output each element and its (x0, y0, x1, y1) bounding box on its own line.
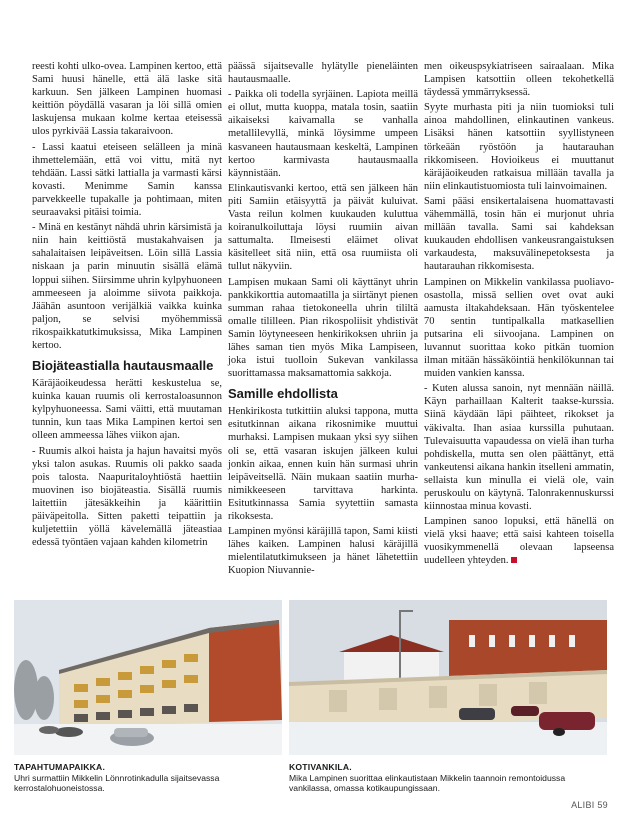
paragraph: päässä sijaitsevalle hylätylle pieneläinten hautausmaalle. (228, 61, 418, 86)
photo-caption-left (14, 762, 282, 794)
section-heading: Samille ehdollista (228, 386, 338, 402)
photo-caption-right (289, 762, 607, 794)
paragraph: reesti kohti ulko-ovea. Lampinen kertoo, että Sami huusi hänelle, että älä laske sitä karkuun. Sen jälkeen Lampinen huomasi keittiön pöydällä vasaran ja löi sillä omien laskujensa mukaan kolme kertaa eteisessä ulos pyrkivää Lassia takaraivoon. (32, 61, 222, 138)
photo-apartment-building (14, 600, 282, 755)
paragraph: Lampinen myönsi käräjillä tapon, Sami kiisti lähes kaiken. Lampinen halusi käräjillä mielentilatutkimukseen ja hänet lähetettiin Kuopion Niuvannie- (228, 526, 418, 577)
photo-prison (289, 600, 607, 755)
paragraph-text: Lampinen sanoo lopuksi, että hänellä on vielä yksi haave; että saisi kahteen toisella vuosikymmenellä olevaan lapseensa uudelleen yhteyden. (424, 516, 614, 567)
caption-text: Mika Lampinen suorittaa elinkautistaan Mikkelin taannoin remontoidussa vankilassa, omassa kotikaupungissaan. (289, 772, 566, 793)
paragraph: Sami pääsi ensikertalaisena huomattavasti vähemmällä, tosin hän ei murjonut uhria millään tavalla. Sami sai kahdeksan kuukauden ehdollisen vankeusrangaistuksen varkaudesta, maksuvälinepetoksesta ja hautarauhan rikkomisesta. (424, 195, 614, 273)
paragraph: Lampinen on Mikkelin vankilassa puoliavo-osastolla, missä sellien ovet ovat auki aamusta iltakahdeksaan. Hän työskentelee 70 sentin tuntipalkalla matkasellien putsarina eli siivoojana. Lampinen on luvannut suorittaa koko pitkän tuomion ilman mitään hässäköintiä henkilökunnan tai muiden vankien kanssa. (424, 276, 614, 380)
paragraph: Lampisen mukaan Sami oli käyttänyt uhrin pankkikorttia automaatilla ja siirtänyt pienen summan rahaa tietokoneella uhrin tililtä omalle tililleen. Pian rikospoliisit yhdistivät Samin löytyneeseen henkirikoksen uhriin ja lähes saman tien myös Mika Lampiseen, joka istui tuolloin Sukevan vankilassa suorittamassa maksamattomia sakkoja. (228, 276, 418, 380)
end-mark-icon (511, 557, 517, 563)
article-column-1 (32, 60, 222, 549)
caption-title: KOTIVANKILA. (289, 762, 352, 772)
paragraph: - Kuten alussa sanoin, nyt mennään näillä. Käyn parhaillaan Kalterit taakse-kurssia. Siinä käydään läpi päihteet, rikokset ja väkivalta. Ihan asiaa kurssilla puhutaan. Tulevaisuutta vapaudessa on vielä ihan turha pohdiskella, mutta sen olen päättänyt, että vankeutensi aikana hankin itselleni ammatin, sellaista kun minulla ei vielä ole, vain peruskoulu on käytynä. Talonrakennuskurssi kiinnostaa minua kovasti. (424, 383, 614, 513)
prison-image (289, 600, 607, 755)
paragraph: Syyte murhasta piti ja niin tuomioksi tuli ainoa mahdollinen, elinkautinen vankeus. Lisäksi hänen katsottiin syyllistyneen törkeään ryöstöön ja hautarauhan rikkomiseen. Hovioikeus ei muuttanut käräjäoikeuden ratkaisua millään tavalla ja niin elinkautistuomiosta tuli lainvoimainen. (424, 102, 614, 192)
paragraph: - Paikka oli todella syrjäinen. Lapiota meillä ei ollut, mutta kuoppa, matala tosin, saatiin aikaiseksi kaivamalla se vanhalla metallilevyllä, minkä löysimme umpeen kasvaneen hautausmaan keskeltä, Lampinen kertoo karmivasta hautausmaalla käynnistään. (228, 89, 418, 179)
paragraph: Elinkautisvanki kertoo, että sen jälkeen hän piti Samiin etäisyyttä ja päivät kuluivat. Vasta reilun kolmen kuukauden kuluttua koiranulkoiluttaja löysi ruumiin aivan sattumalta. Ilmeisesti eläimet olivat käsitelleet sitä niin, että osa ruumiista oli tullut näkyviin. (228, 182, 418, 273)
paragraph: Käräjäoikeudessa herätti keskustelua se, kuinka kauan ruumis oli kerrostaloasunnon kylpyhuoneessa. Sami väitti, että muutaman tunnin, kun taas Mika Lampinen kertoi sen olleen ammeessa lähes viikon ajan. (32, 378, 222, 442)
paragraph (424, 515, 614, 567)
caption-title: TAPAHTUMAPAIKKA. (14, 762, 106, 772)
paragraph: Henkirikosta tutkittiin aluksi tappona, mutta esitutkinnan aikana rikosnimike muuttui murhaksi. Lampisen mukaan yksi syy siihen oli se, että vasaran iskujen jälkeen kului jonkin aikaa, ennen kuin hän surmasi uhrin leipäveitsellä. Näin mukaan saatiin murha-nimikkeeseen tarvittava harkinta. Esitutkinnassa Samia syytettiin samasta rikoksesta. (228, 406, 418, 522)
section-heading: Biojäteastialla hautausmaalle (32, 358, 214, 374)
paragraph: - Lassi kaatui eteiseen selälleen ja minä ihmettelemään, että voi vittu, mitä nyt tehdään. Lassi sätki lattialla ja varmasti kärsi kovasti. Menimme Samin kanssa parvekkeelle tupakalle ja pohtimaan, miten seuraavaksi pitäisi toimia. (32, 141, 222, 219)
apartment-building-image (14, 600, 282, 755)
paragraph: men oikeuspsykiatriseen sairaalaan. Mika Lampisen katsottiin olleen tekohetkellä täydessä ymmärryksessä. (424, 61, 614, 99)
page-number: ALIBI 59 (571, 800, 608, 810)
article-column-3 (424, 60, 614, 568)
paragraph: - Minä en kestänyt nähdä uhrin kärsimistä ja niin hain keittiöstä mustakahvaisen ja sahalaitaisen leipäveitsen. Löin sillä Lassia niskaan ja parin minuutin sisällä elämä loppui siihen. Siirsimme uhrin kylpyhuoneen ammeeseen ja aloimme siivota paikkoja. Jäähän asuntoon verijälkiä vaikka kuinka paljon, se selvisi myöhemmissä rikospaikkatutkimuksissa, Mika Lampinen kertoo. (32, 222, 222, 351)
caption-text: Uhri surmattiin Mikkelin Lönnrotinkadulla sijaitsevassa kerrostalohuoneistossa. (14, 772, 220, 793)
article-column-2 (228, 60, 418, 577)
paragraph: - Ruumis alkoi haista ja hajun havaitsi myös yksi talon asukas. Ruumis oli pakko saada pois talosta. Naapuritaloyhtiöstä haettiin muovinen iso biojäteastia. Sisällä ruumis laitettiin jätesäkkeihin ja käärittiin päiväpeitolla. Sitten paketti teipattiin ja kuljetettiin yöllä kävelemällä jäteastiaa edessä työntäen vajaan kahden kilometrin (32, 445, 222, 549)
